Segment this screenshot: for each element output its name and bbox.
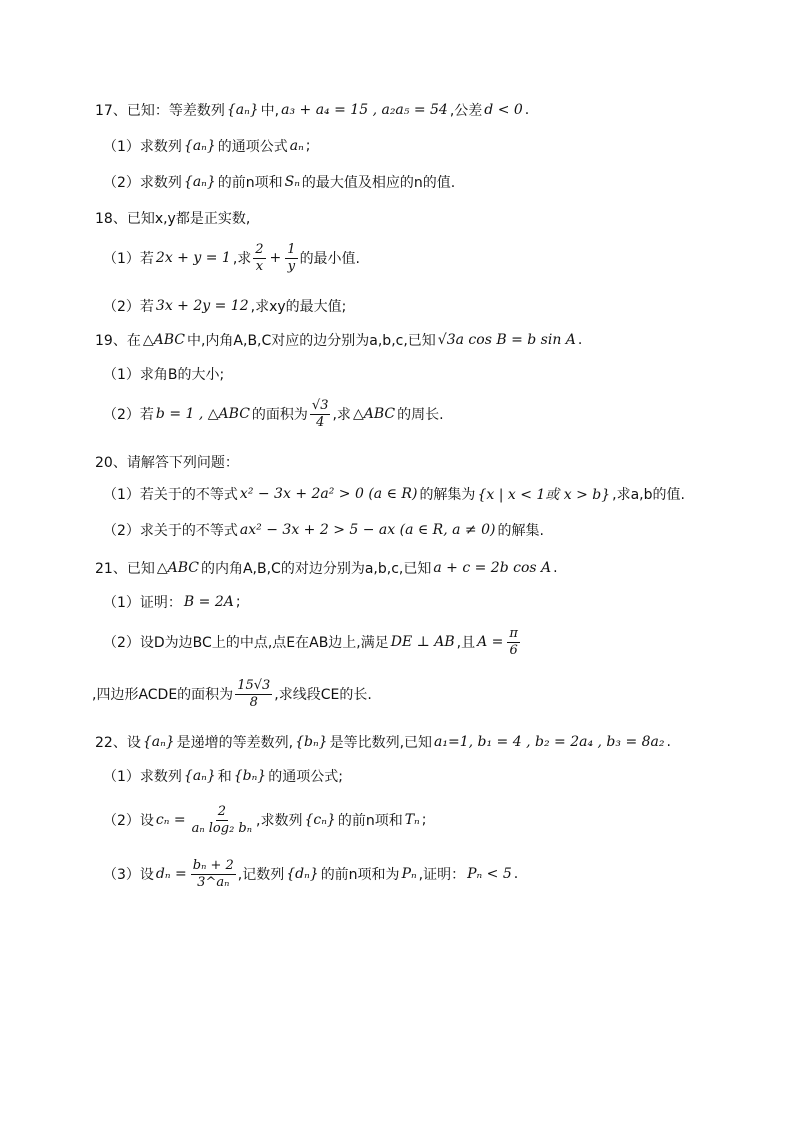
q20-p1-c: ,求a,b的值. (612, 487, 685, 503)
q21-p1-m1: B = 2A (183, 594, 234, 610)
q22-p1-a: （1）求数列 (103, 769, 182, 785)
q22-stem-c: 是等比数列,已知 (329, 735, 433, 751)
q17-stem (95, 100, 754, 120)
q19-stem-m1: △ABC (142, 332, 185, 348)
q18-p2-m1: 3x + 2y = 12 (155, 298, 249, 314)
q19-fraction-sqrt3-over-4 (310, 398, 331, 430)
q19-p2-d: 的周长. (397, 407, 444, 424)
q18-p2-a: （2）若 (103, 299, 154, 315)
q20-p2-m1: ax² − 3x + 2 > 5 − ax (a ∈ R, a ≠ 0) (239, 522, 496, 538)
fraction-numerator: π (509, 626, 518, 641)
fraction-denominator: 8 (249, 694, 258, 710)
q22-stem (95, 732, 754, 752)
q20-p1-m2: {x | x < 1或 x > b} (477, 487, 611, 503)
fraction-numerator: 2 (217, 804, 226, 819)
q22-stem-a: 22、设 (95, 735, 141, 751)
q17-p2-m1: {aₙ} (183, 174, 216, 190)
q21-p2-a: （2）设D为边BC上的中点,点E在AB边上,满足 (103, 635, 389, 652)
q19-p1-text: （1）求角B的大小; (103, 367, 225, 383)
q19-stem (95, 330, 754, 350)
q17-p1-m2: aₙ (289, 138, 304, 154)
q21-p1-a: （1）证明： (103, 595, 182, 611)
q22-p1-b: 和 (217, 769, 232, 785)
q22-p3-m1: dₙ = (155, 866, 187, 883)
q22-p2-m3: Tₙ (404, 812, 420, 829)
q21-part2 (103, 626, 754, 658)
q22-p3-m2: {dₙ} (286, 866, 319, 883)
q18-p2-b: ,求xy的最大值; (250, 299, 347, 315)
q17-math-c: d < 0 (484, 102, 523, 118)
q22-fraction-cn (190, 804, 254, 836)
q17-stem-b: 中, (260, 103, 280, 119)
fraction-numerator: 15√3 (237, 678, 271, 693)
q21-stem-m2: a + c = 2b cos A (433, 560, 552, 576)
fraction-denominator: x (255, 258, 264, 274)
q22-p3-e: . (513, 866, 519, 883)
q22-stem-b: 是递增的等差数列, (176, 735, 294, 751)
fraction-numerator: bₙ + 2 (192, 858, 234, 873)
q22-p1-c: 的通项公式; (268, 769, 343, 785)
q20-p1-b: 的解集为 (419, 487, 476, 503)
q19-stem-b: 中,内角A,B,C对应的边分别为a,b,c,已知 (186, 333, 436, 349)
q20-p1-m1: x² − 3x + 2a² > 0 (a ∈ R) (239, 486, 418, 502)
q22-p2-m2: {cₙ} (304, 812, 336, 829)
fraction-numerator: 2 (255, 242, 264, 257)
q22-stem-d: . (666, 734, 671, 750)
q22-fraction-dn (191, 858, 236, 890)
fraction-denominator: aₙ log₂ bₙ (191, 820, 253, 836)
q18-fraction-1-over-y (285, 242, 297, 274)
q17-stem-a: 17、已知：等差数列 (95, 103, 225, 119)
q21-p2-b: ,且 (456, 635, 476, 652)
q20-part2 (103, 520, 754, 540)
q19-stem-a: 19、在 (95, 333, 141, 349)
q20-stem-text: 20、请解答下列问题： (95, 455, 239, 471)
q22-p2-b: ,求数列 (256, 813, 303, 830)
q21-p3-a: ,四边形ACDE的面积为 (92, 687, 234, 704)
q19-p2-m1: b = 1 , △ABC (155, 406, 250, 423)
q17-stem-d: . (524, 102, 530, 118)
q17-part1 (103, 136, 754, 156)
q17-p2-b: 的前n项和 (217, 175, 283, 191)
q22-p3-c: 的前n项和为 (320, 867, 400, 884)
q21-stem-b: 的内角A,B,C的对边分别为a,b,c,已知 (200, 561, 432, 577)
q22-p1-m1: {aₙ} (183, 768, 216, 784)
q22-p3-d: ,证明： (418, 867, 466, 884)
q17-p2-m2: Sₙ (284, 174, 300, 190)
q20-p2-a: （2）求关于的不等式 (103, 523, 238, 539)
plus-sign: + (269, 250, 282, 267)
q17-math-b: a₃ + a₄ = 15 , a₂a₅ = 54 (281, 102, 448, 118)
q18-part1 (103, 242, 754, 274)
q21-p2-m1: DE ⊥ AB (390, 634, 455, 651)
q18-part2 (103, 296, 754, 316)
q17-part2 (103, 172, 754, 192)
q18-p1-a: （1）若 (103, 251, 154, 268)
q17-p1-c: ; (305, 138, 311, 154)
q21-part1 (103, 592, 754, 612)
q22-stem-m1: {aₙ} (142, 734, 175, 750)
q18-p1-m1: 2x + y = 1 (155, 250, 231, 267)
q17-p1-m1: {aₙ} (183, 138, 216, 154)
q21-p1-b: ; (235, 594, 241, 610)
q18-stem (95, 208, 754, 228)
fraction-denominator: 3^aₙ (197, 874, 230, 890)
q22-p3-a: （3）设 (103, 867, 154, 884)
q18-p1-b: ,求 (232, 251, 252, 268)
q22-p2-c: 的前n项和 (337, 813, 403, 830)
q20-p1-a: （1）若关于的不等式 (103, 487, 238, 503)
q21-p3-b: ,求线段CE的长. (274, 687, 372, 704)
q19-p2-m2: △ABC (352, 406, 396, 423)
q17-p1-a: （1）求数列 (103, 139, 182, 155)
fraction-numerator: √3 (311, 398, 329, 413)
q17-stem-c: ,公差 (449, 103, 483, 119)
q21-part2-continued (92, 678, 754, 710)
q21-fraction-pi-over-6 (507, 626, 520, 658)
q20-stem (95, 452, 754, 472)
fraction-numerator: 1 (287, 242, 296, 257)
q22-p2-a: （2）设 (103, 813, 154, 830)
q19-stem-c: . (577, 332, 583, 348)
q18-p1-c: 的最小值. (299, 251, 361, 268)
q18-fraction-2-over-x (253, 242, 265, 274)
q21-stem (95, 558, 754, 578)
q19-p2-c: ,求 (332, 407, 351, 424)
q22-part1 (103, 766, 754, 786)
q19-part2 (103, 398, 754, 430)
q21-stem-c: . (553, 560, 558, 576)
q22-part2 (103, 804, 754, 836)
q22-p3-m3: Pₙ (401, 866, 417, 883)
q19-part1 (103, 364, 754, 384)
q21-stem-a: 21、已知 (95, 561, 155, 577)
q22-part3 (103, 858, 754, 890)
q19-p2-b: 的面积为 (251, 407, 308, 424)
q22-p3-b: ,记数列 (237, 867, 285, 884)
q22-p1-m2: {bₙ} (233, 768, 267, 784)
q22-p2-m1: cₙ = (155, 812, 186, 829)
q22-p2-d: ; (421, 812, 427, 829)
q22-stem-m2: {bₙ} (295, 734, 328, 750)
q19-p2-a: （2）若 (103, 407, 154, 424)
q21-fraction-15sqrt3-over-8 (235, 678, 272, 710)
q19-stem-m2: √3a cos B = b sin A (437, 332, 576, 348)
q22-stem-m3: a₁=1, b₁ = 4 , b₂ = 2a₄ , b₃ = 8a₂ (434, 734, 665, 750)
fraction-denominator: 4 (316, 414, 325, 430)
q22-p3-m4: Pₙ < 5 (467, 866, 512, 883)
q17-p1-b: 的通项公式 (217, 139, 288, 155)
q17-p2-a: （2）求数列 (103, 175, 182, 191)
q17-math-a: {aₙ} (226, 102, 259, 118)
q20-part1 (103, 484, 754, 504)
q18-stem-text: 18、已知x,y都是正实数, (95, 211, 251, 227)
fraction-denominator: 6 (509, 642, 518, 658)
q21-p2-m2: A = (477, 634, 504, 651)
fraction-denominator: y (287, 258, 296, 274)
q17-p2-c: 的最大值及相应的n的值. (301, 175, 456, 191)
q21-stem-m1: △ABC (156, 560, 199, 576)
q20-p2-b: 的解集. (497, 523, 544, 539)
